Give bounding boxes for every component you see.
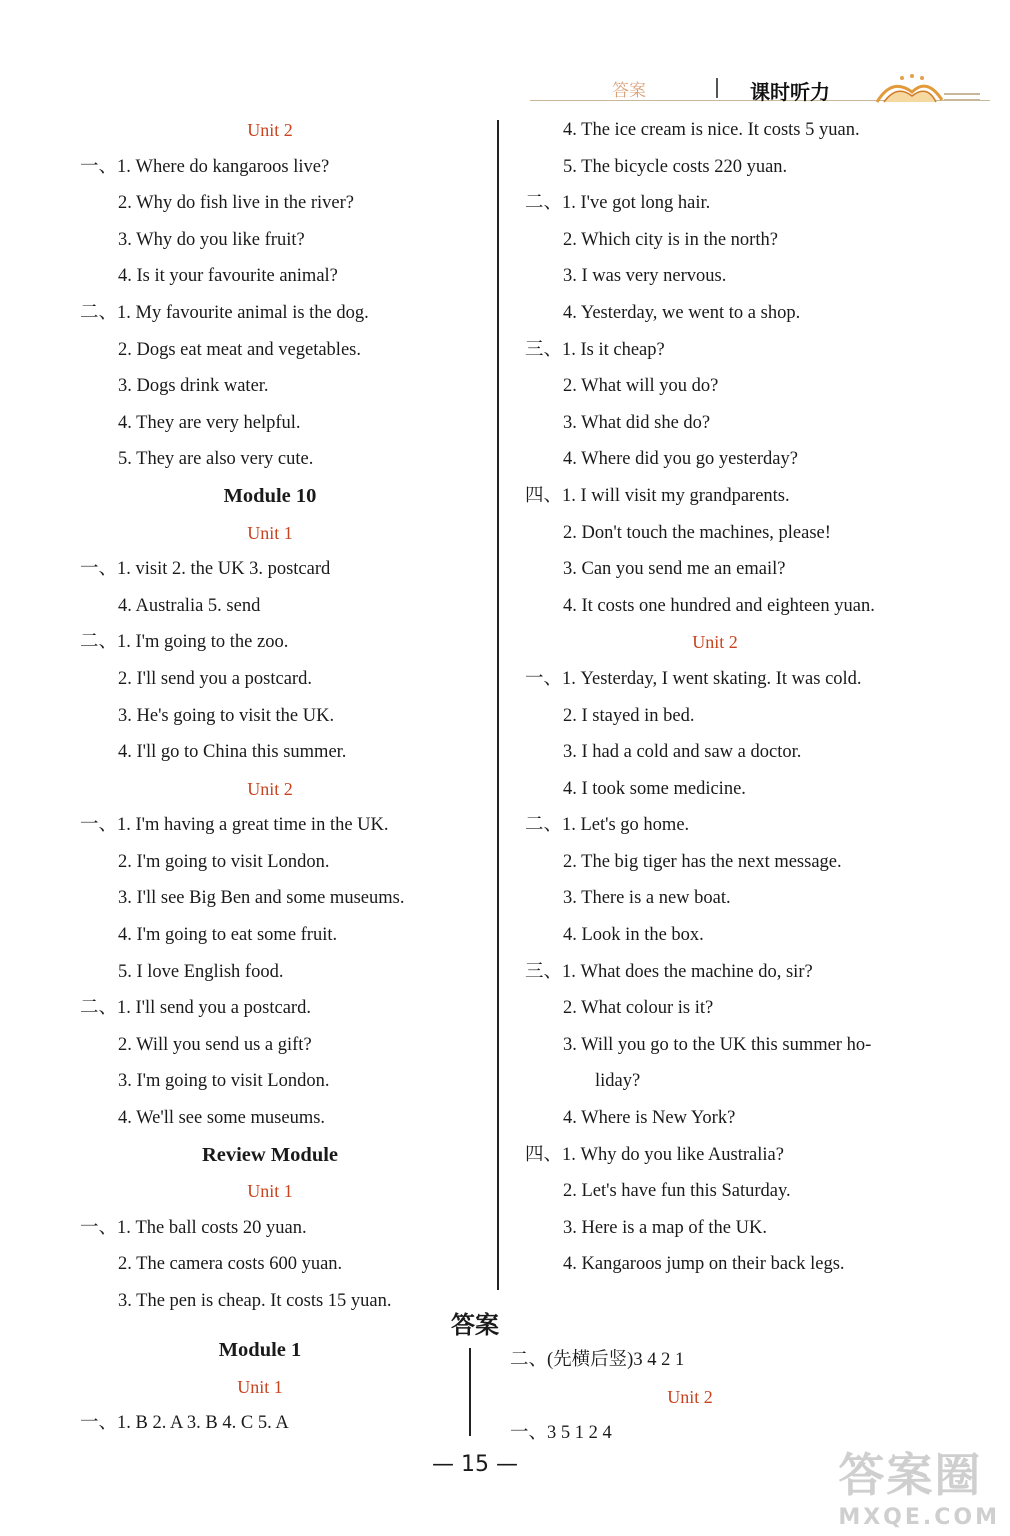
unit-heading: Unit 2 xyxy=(247,778,293,799)
answer-line: 3. I was very nervous. xyxy=(563,266,727,287)
answer-line: 3. There is a new boat. xyxy=(563,888,731,909)
answer-line: 2. I'll send you a postcard. xyxy=(118,668,312,689)
answer-line: 3. Will you go to the UK this summer ho- xyxy=(563,1034,872,1055)
answer-line: 3. Here is a map of the UK. xyxy=(563,1217,767,1238)
module-heading: Review Module xyxy=(201,1143,339,1166)
answer-line: 一、1. visit 2. the UK 3. postcard xyxy=(80,559,331,580)
answer-line: 一、1. Yesterday, I went skating. It was cold. xyxy=(525,668,862,689)
answer-line: 2. The big tiger has the next message. xyxy=(563,851,842,872)
answer-line: 4. It costs one hundred and eighteen yuan. xyxy=(563,595,875,616)
answer-line: 3. I had a cold and saw a doctor. xyxy=(563,742,802,763)
answer-line: 4. Look in the box. xyxy=(563,925,704,946)
answer-line: 4. They are very helpful. xyxy=(118,412,301,433)
answer-line: 4. Where is New York? xyxy=(563,1108,736,1129)
answer-line: 一、3 5 1 2 4 xyxy=(510,1423,612,1444)
answer-line: 5. They are also very cute. xyxy=(118,449,314,470)
answer-line: 4. Australia 5. send xyxy=(118,595,261,616)
answer-line: 2. Which city is in the north? xyxy=(563,229,778,250)
answer-line: 三、1. What does the machine do, sir? xyxy=(525,961,813,982)
answer-line: 5. I love English food. xyxy=(118,961,284,982)
answer-line: 二、1. I'm going to the zoo. xyxy=(80,632,289,653)
unit-heading: Unit 1 xyxy=(247,522,293,543)
answer-line: 四、1. Why do you like Australia? xyxy=(525,1144,784,1165)
answer-line: 二、1. I've got long hair. xyxy=(525,193,711,214)
answer-line: 3. Can you send me an email? xyxy=(563,559,786,580)
answer-line: 4. Is it your favourite animal? xyxy=(118,266,338,287)
header-title: 课时听力 xyxy=(750,80,830,104)
page-header xyxy=(520,70,990,110)
book-icon xyxy=(872,72,982,117)
answer-line: 4. Yesterday, we went to a shop. xyxy=(563,302,801,323)
header-separator xyxy=(716,78,718,98)
right-column xyxy=(505,112,925,1283)
answer-line: 3. Why do you like fruit? xyxy=(118,229,305,250)
answer-line: 三、1. Is it cheap? xyxy=(525,339,665,360)
answer-line: 二、1. My favourite animal is the dog. xyxy=(80,302,369,323)
answers-title: 答案 xyxy=(451,1311,499,1339)
answer-line: 4. The ice cream is nice. It costs 5 yuan. xyxy=(563,120,860,140)
answer-line: 二、1. Let's go home. xyxy=(525,815,690,836)
unit-heading: Unit 1 xyxy=(247,1181,293,1202)
unit-heading: Unit 2 xyxy=(692,632,738,653)
answer-line: 4. I took some medicine. xyxy=(563,778,746,799)
answer-line: 4. I'll go to China this summer. xyxy=(118,742,347,763)
module-heading: Module 1 xyxy=(218,1339,302,1361)
column-divider xyxy=(497,120,499,1290)
answer-line: 5. The bicycle costs 220 yuan. xyxy=(563,156,788,177)
answer-line: 4. Kangaroos jump on their back legs. xyxy=(563,1254,845,1275)
answers-divider xyxy=(469,1348,471,1436)
answer-line: 2. Will you send us a gift? xyxy=(118,1034,312,1055)
answer-line: 3. I'm going to visit London. xyxy=(118,1071,330,1092)
left-column xyxy=(60,112,480,1320)
answer-line: 一、1. I'm having a great time in the UK. xyxy=(80,815,389,836)
page-number: — 15 — xyxy=(432,1452,518,1477)
watermark-sub: MXQE.COM xyxy=(838,1505,1000,1530)
answer-line: 2. The camera costs 600 yuan. xyxy=(118,1254,343,1275)
answers-left-column xyxy=(60,1332,460,1442)
answer-line: 2. I stayed in bed. xyxy=(563,705,695,726)
watermark-main: 答案圈 xyxy=(838,1448,983,1502)
watermark-logo xyxy=(838,1439,1000,1530)
answer-line: 2. I'm going to visit London. xyxy=(118,851,330,872)
unit-heading: Unit 1 xyxy=(237,1376,283,1397)
answer-line: 3. I'll see Big Ben and some museums. xyxy=(118,888,405,909)
answers-right-column xyxy=(490,1342,890,1452)
answer-line: 一、1. B 2. A 3. B 4. C 5. A xyxy=(80,1413,289,1434)
header-label: 答案 xyxy=(612,81,646,101)
answer-line: 2. Dogs eat meat and vegetables. xyxy=(118,339,361,360)
answer-line: 3. Dogs drink water. xyxy=(118,376,269,397)
answer-line: 2. Don't touch the machines, please! xyxy=(563,522,831,543)
answer-line: liday? xyxy=(595,1071,641,1092)
answer-line: 2. What will you do? xyxy=(563,376,719,397)
answer-line: 一、1. Where do kangaroos live? xyxy=(80,156,330,177)
answer-line: 二、(先横后竖)3 4 2 1 xyxy=(510,1350,685,1370)
answer-line: 二、1. I'll send you a postcard. xyxy=(80,998,311,1019)
answer-line: 3. He's going to visit the UK. xyxy=(118,705,335,726)
answer-line: 4. We'll see some museums. xyxy=(118,1108,326,1129)
module-heading: Module 10 xyxy=(223,484,317,507)
answer-line: 4. I'm going to eat some fruit. xyxy=(118,925,338,946)
unit-heading: Unit 2 xyxy=(667,1386,713,1407)
answer-line: 3. The pen is cheap. It costs 15 yuan. xyxy=(118,1291,392,1311)
answer-line: 四、1. I will visit my grandparents. xyxy=(525,485,790,506)
answer-line: 一、1. The ball costs 20 yuan. xyxy=(80,1217,307,1238)
answer-line: 4. Where did you go yesterday? xyxy=(563,449,798,470)
answer-line: 2. Let's have fun this Saturday. xyxy=(563,1181,791,1202)
answer-line: 2. Why do fish live in the river? xyxy=(118,193,354,214)
unit-heading: Unit 2 xyxy=(247,120,293,140)
answer-line: 2. What colour is it? xyxy=(563,998,714,1019)
answer-line: 3. What did she do? xyxy=(563,412,711,433)
